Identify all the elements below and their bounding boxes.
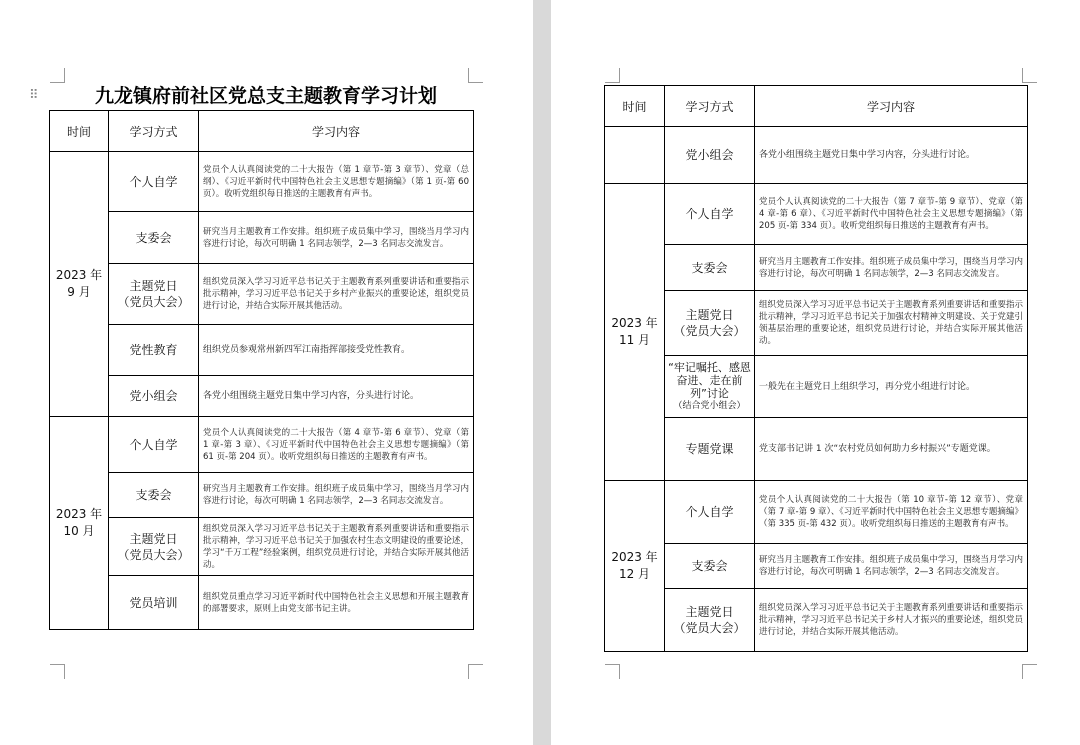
content-cell: 组织党员深入学习习近平总书记关于主题教育系列重要讲话和重要指示批示精神，学习习近平总书记关于乡村人才振兴的重要论述，组织党员进行讨论，并结合实际开展其他活动。 — [755, 589, 1028, 652]
content-cell: 研究当月主题教育工作安排。组织班子成员集中学习，围绕当月学习内容进行讨论，每次可明确 1 名同志领学，2—3 名同志交流发言。 — [199, 212, 474, 264]
method-label: 党小组会 — [685, 148, 734, 162]
header-time: 时间 — [605, 86, 665, 127]
method-label: 党小组会 — [129, 389, 178, 403]
method-label: 主题党日 （党员大会） — [673, 308, 746, 338]
crop-mark-top-right — [468, 68, 483, 83]
study-plan-table-continued — [604, 85, 1028, 652]
table-header-row — [50, 111, 474, 152]
method-label: 主题党日 （党员大会） — [117, 279, 190, 309]
content-cell: 党员个人认真阅读党的二十大报告（第 1 章节-第 3 章节）、党章（总纲）、《习近平新时代中国特色社会主义思想专题摘编》（第 1 页-第 60 页）。收听党组织每日推送的主题教育有声书。 — [199, 152, 474, 212]
method-label: 党员培训 — [129, 595, 178, 610]
method-cell — [109, 212, 199, 264]
table-row — [50, 212, 474, 264]
method-cell — [665, 418, 755, 481]
method-label: 主题党日 （党员大会） — [117, 531, 190, 562]
method-label: “牢记嘱托、感恩奋进、走在前列”讨论 — [668, 361, 751, 400]
study-plan-table — [49, 110, 474, 630]
table-header-row — [605, 86, 1028, 127]
method-cell — [109, 518, 199, 576]
method-cell — [109, 473, 199, 518]
method-label: 个人自学 — [129, 437, 178, 452]
table-row — [605, 481, 1028, 544]
content-cell: 组织党员深入学习习近平总书记关于主题教育系列重要讲话和重要指示批示精神，学习习近平总书记关于加强农村生态文明建设的重要论述，学习“千万工程”经验案例，组织党员进行讨论，并结合实际开展其他活动。 — [199, 518, 474, 576]
month-label: 2023 年 12 月 — [611, 550, 658, 581]
method-label: 支委会 — [135, 230, 172, 245]
content-cell: 各党小组围绕主题党日集中学习内容，分头进行讨论。 — [199, 376, 474, 417]
method-label: 主题党日 （党员大会） — [673, 605, 746, 635]
content-cell: 组织党员深入学习习近平总书记关于主题教育系列重要讲话和重要指示批示精神，学习习近平总书记关于加强农村精神文明建设、关于党建引领基层治理的重要论述，组织党员进行讨论，并结合实际开展其他活动。 — [755, 291, 1028, 356]
header-time: 时间 — [50, 111, 109, 152]
table-row — [605, 418, 1028, 481]
document-page-1 — [0, 0, 533, 745]
content-cell: 一般先在主题党日上组织学习，再分党小组进行讨论。 — [755, 356, 1028, 418]
method-cell — [665, 184, 755, 245]
content-cell: 党员个人认真阅读党的二十大报告（第 7 章节-第 9 章节）、党章（第 4 章-第 6 章）、《习近平新时代中国特色社会主义思想专题摘编》（第 205 页-第 334 页）。收听党组织每日推送的主题教育有声书。 — [755, 184, 1028, 245]
content-cell: 党支部书记讲 1 次“农村党员如何助力乡村振兴”专题党课。 — [755, 418, 1028, 481]
table-move-handle-icon[interactable]: ⠿ — [29, 88, 39, 103]
method-label: 支委会 — [691, 260, 728, 275]
month-label: 2023 年 10 月 — [55, 507, 103, 538]
method-cell — [109, 376, 199, 417]
table-row — [605, 356, 1028, 418]
content-cell: 党员个人认真阅读党的二十大报告（第 4 章节-第 6 章节）、党章（第 1 章-第 3 章）、《习近平新时代中国特色社会主义思想专题摘编》（第 61 页-第 204 页）。收听党组织每日推送的主题教育有声书。 — [199, 417, 474, 473]
method-cell — [109, 152, 199, 212]
month-label: 2023 年 11 月 — [611, 316, 658, 347]
month-cell — [605, 184, 665, 481]
method-cell — [109, 576, 199, 630]
method-label: 支委会 — [691, 559, 728, 573]
method-cell — [109, 325, 199, 376]
method-cell — [109, 417, 199, 473]
header-content: 学习内容 — [199, 111, 474, 152]
method-cell — [109, 264, 199, 325]
table-row — [50, 152, 474, 212]
method-cell — [665, 589, 755, 652]
table-row — [605, 127, 1028, 184]
month-label: 2023 年 9 月 — [55, 268, 103, 299]
table-row — [605, 589, 1028, 652]
content-cell: 组织党员深入学习习近平总书记关于主题教育系列重要讲话和重要指示批示精神，学习习近平总书记关于乡村产业振兴的重要论述，组织党员进行讨论，并结合实际开展其他活动。 — [199, 264, 474, 325]
table-row — [605, 544, 1028, 589]
method-label: 个人自学 — [129, 174, 178, 189]
method-cell — [665, 127, 755, 184]
method-label: 个人自学 — [685, 207, 734, 221]
content-cell: 组织党员重点学习习近平新时代中国特色社会主义思想和开展主题教育的部署要求，原则上由党支部书记主讲。 — [199, 576, 474, 630]
month-cell — [50, 152, 109, 417]
page-gap — [533, 0, 551, 745]
month-cell — [605, 481, 665, 652]
method-label: 党性教育 — [129, 343, 178, 357]
table-row — [50, 376, 474, 417]
method-label: 专题党课 — [685, 442, 734, 456]
crop-mark-bottom-left — [605, 664, 620, 679]
header-method: 学习方式 — [109, 111, 199, 152]
table-row — [50, 325, 474, 376]
month-cell — [605, 127, 665, 184]
month-cell — [50, 417, 109, 630]
method-cell — [665, 481, 755, 544]
table-row — [50, 264, 474, 325]
content-cell: 各党小组围绕主题党日集中学习内容，分头进行讨论。 — [755, 127, 1028, 184]
crop-mark-bottom-right — [468, 664, 483, 679]
method-note: （结合党小组会） — [673, 401, 746, 411]
header-content: 学习内容 — [755, 86, 1028, 127]
page-title: 九龙镇府前社区党总支主题教育学习计划 — [94, 85, 437, 107]
table-row — [50, 576, 474, 630]
content-cell: 党员个人认真阅读党的二十大报告（第 10 章节-第 12 章节）、党章（第 7 章-第 9 章）、《习近平新时代中国特色社会主义思想专题摘编》（第 335 页-第 432 页）。收听党组织每日推送的主题教育有声书。 — [755, 481, 1028, 544]
table-row — [605, 184, 1028, 245]
table-row — [50, 473, 474, 518]
content-cell: 组织党员参观常州新四军江南指挥部接受党性教育。 — [199, 325, 474, 376]
header-method: 学习方式 — [665, 86, 755, 127]
method-cell — [665, 544, 755, 589]
method-cell — [665, 356, 755, 418]
crop-mark-bottom-left — [50, 664, 65, 679]
crop-mark-bottom-right — [1022, 664, 1037, 679]
crop-mark-top-left — [605, 68, 620, 83]
method-label: 个人自学 — [685, 505, 734, 519]
content-cell: 研究当月主题教育工作安排。组织班子成员集中学习，围绕当月学习内容进行讨论，每次可明确 1 名同志领学，2—3 名同志交流发言。 — [755, 544, 1028, 589]
method-cell — [665, 245, 755, 291]
content-cell: 研究当月主题教育工作安排。组织班子成员集中学习，围绕当月学习内容进行讨论，每次可明确 1 名同志领学，2—3 名同志交流发言。 — [199, 473, 474, 518]
table-row — [605, 245, 1028, 291]
table-row — [605, 291, 1028, 356]
content-cell: 研究当月主题教育工作安排。组织班子成员集中学习，围绕当月学习内容进行讨论，每次可明确 1 名同志领学，2—3 名同志交流发言。 — [755, 245, 1028, 291]
table-row — [50, 417, 474, 473]
crop-mark-top-right — [1022, 68, 1037, 83]
crop-mark-top-left — [50, 68, 65, 83]
method-label: 支委会 — [135, 488, 172, 502]
method-cell — [665, 291, 755, 356]
table-row — [50, 518, 474, 576]
